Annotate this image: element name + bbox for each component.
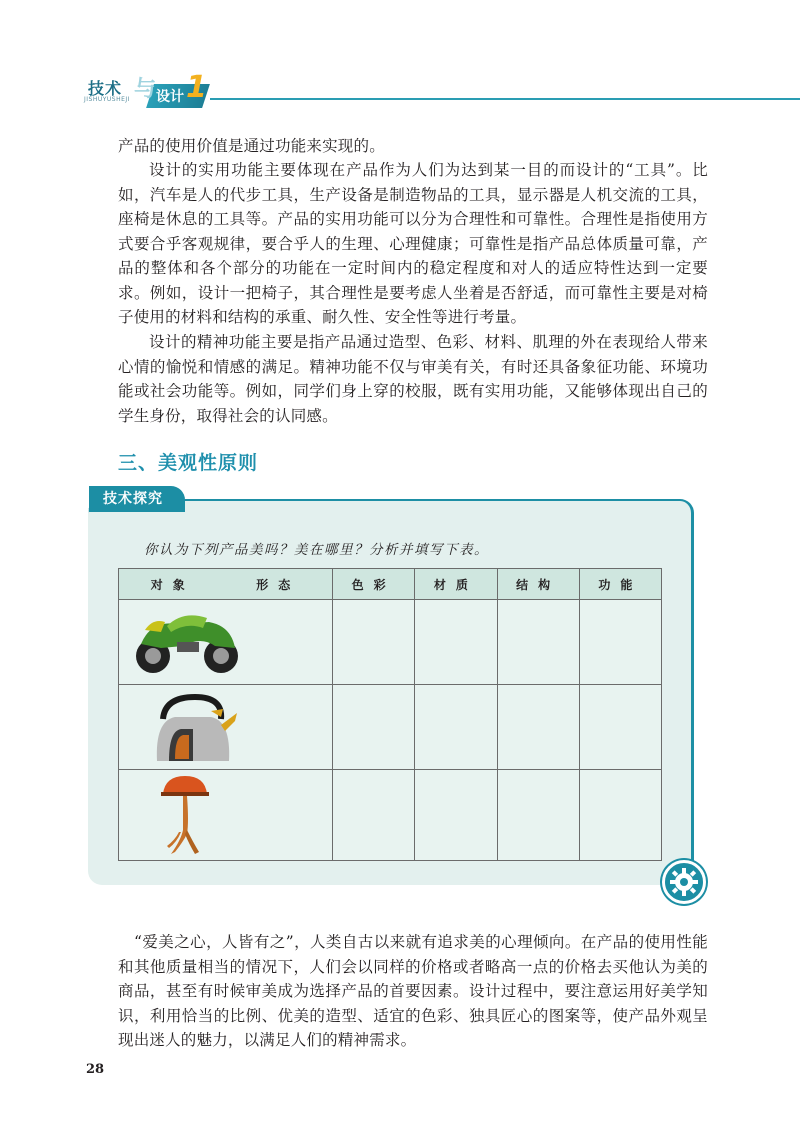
explore-prompt: 你认为下列产品美吗？美在哪里？分析并填写下表。 xyxy=(144,542,489,558)
header-brand: 技术 xyxy=(88,79,123,98)
table-cell xyxy=(579,685,661,770)
explore-tab: 技术探究 xyxy=(89,486,185,512)
table-cell xyxy=(415,600,497,685)
header-rule xyxy=(210,98,800,100)
table-row-motorcycle xyxy=(119,600,662,685)
table-cell xyxy=(415,770,497,861)
paragraph-spiritual-function: 设计的精神功能主要是指产品通过造型、色彩、材料、肌理的外在表现给人带来心情的愉悦和情感的满足。精神功能不仅与审美有关，有时还具备象征功能、环境功能或社会功能等。例如，同学们身上穿的校服，既有实用功能，又能够体现出自己的学生身份，取得社会的认同感。 xyxy=(118,333,708,425)
table-cell xyxy=(579,770,661,861)
section-title: 三、美观性原则 xyxy=(118,452,259,474)
motorcycle-cell xyxy=(119,600,333,685)
lamp-cell xyxy=(119,770,333,861)
table-cell xyxy=(579,600,661,685)
table-header-row xyxy=(119,569,662,600)
paragraph-aesthetics: “爱美之心，人皆有之”，人类自古以来就有追求美的心理倾向。在产品的使用性能和其他质量相当的情况下，人们会以同样的价格或者略高一点的价格去买他认为美的商品，甚至有时候审美成为选择产品的首要因素。设计过程中，要注意运用好美学知识，利用恰当的比例、优美的造型、适宜的色彩、独具匠心的图案等，使产品外观呈现出迷人的魅力，以满足人们的精神需求。 xyxy=(118,933,708,1049)
kettle-cell xyxy=(119,685,333,770)
survey-table xyxy=(118,568,662,861)
header-object-form xyxy=(119,569,333,600)
header-structure: 结构 xyxy=(497,569,579,600)
lamp-image xyxy=(153,772,223,856)
header-object: 对象 xyxy=(150,577,195,592)
header-number: 1 xyxy=(186,70,207,105)
table-cell xyxy=(333,770,415,861)
header-color: 色彩 xyxy=(333,569,415,600)
header-brand-sub: JISHUYUSHEJI xyxy=(84,96,130,103)
table-cell xyxy=(497,600,579,685)
table-cell xyxy=(497,685,579,770)
header-function: 功能 xyxy=(579,569,661,600)
gear-icon xyxy=(662,860,706,904)
header-form: 形态 xyxy=(256,577,301,592)
header-design: 设计 xyxy=(156,89,184,105)
kettle-image xyxy=(149,691,239,763)
paragraph-usage-value: 产品的使用价值是通过功能来实现的。 xyxy=(118,137,385,155)
header-material: 材质 xyxy=(415,569,497,600)
table-row-lamp xyxy=(119,770,662,861)
page-header xyxy=(0,70,800,110)
table-cell xyxy=(415,685,497,770)
table-cell xyxy=(333,685,415,770)
table-cell xyxy=(333,600,415,685)
table-cell xyxy=(497,770,579,861)
header-and-glyph: 与 xyxy=(134,77,157,102)
page-number: 28 xyxy=(86,1062,105,1077)
table-row-kettle xyxy=(119,685,662,770)
motorcycle-image xyxy=(131,606,243,676)
paragraph-practical-function: 设计的实用功能主要体现在产品作为人们为达到某一目的而设计的“工具”。比如，汽车是人的代步工具，生产设备是制造物品的工具，显示器是人机交流的工具，座椅是休息的工具等。产品的实用功能可以分为合理性和可靠性。合理性是指使用方式要合乎客观规律，要合乎人的生理、心理健康；可靠性是指产品总体质量可靠，产品的整体和各个部分的功能在一定时间内的稳定程度和对人的适应特性达到一定要求。例如，设计一把椅子，其合理性是要考虑人坐着是否舒适，而可靠性主要是对椅子使用的材料和结构的承重、耐久性、安全性等进行考量。 xyxy=(118,161,708,326)
